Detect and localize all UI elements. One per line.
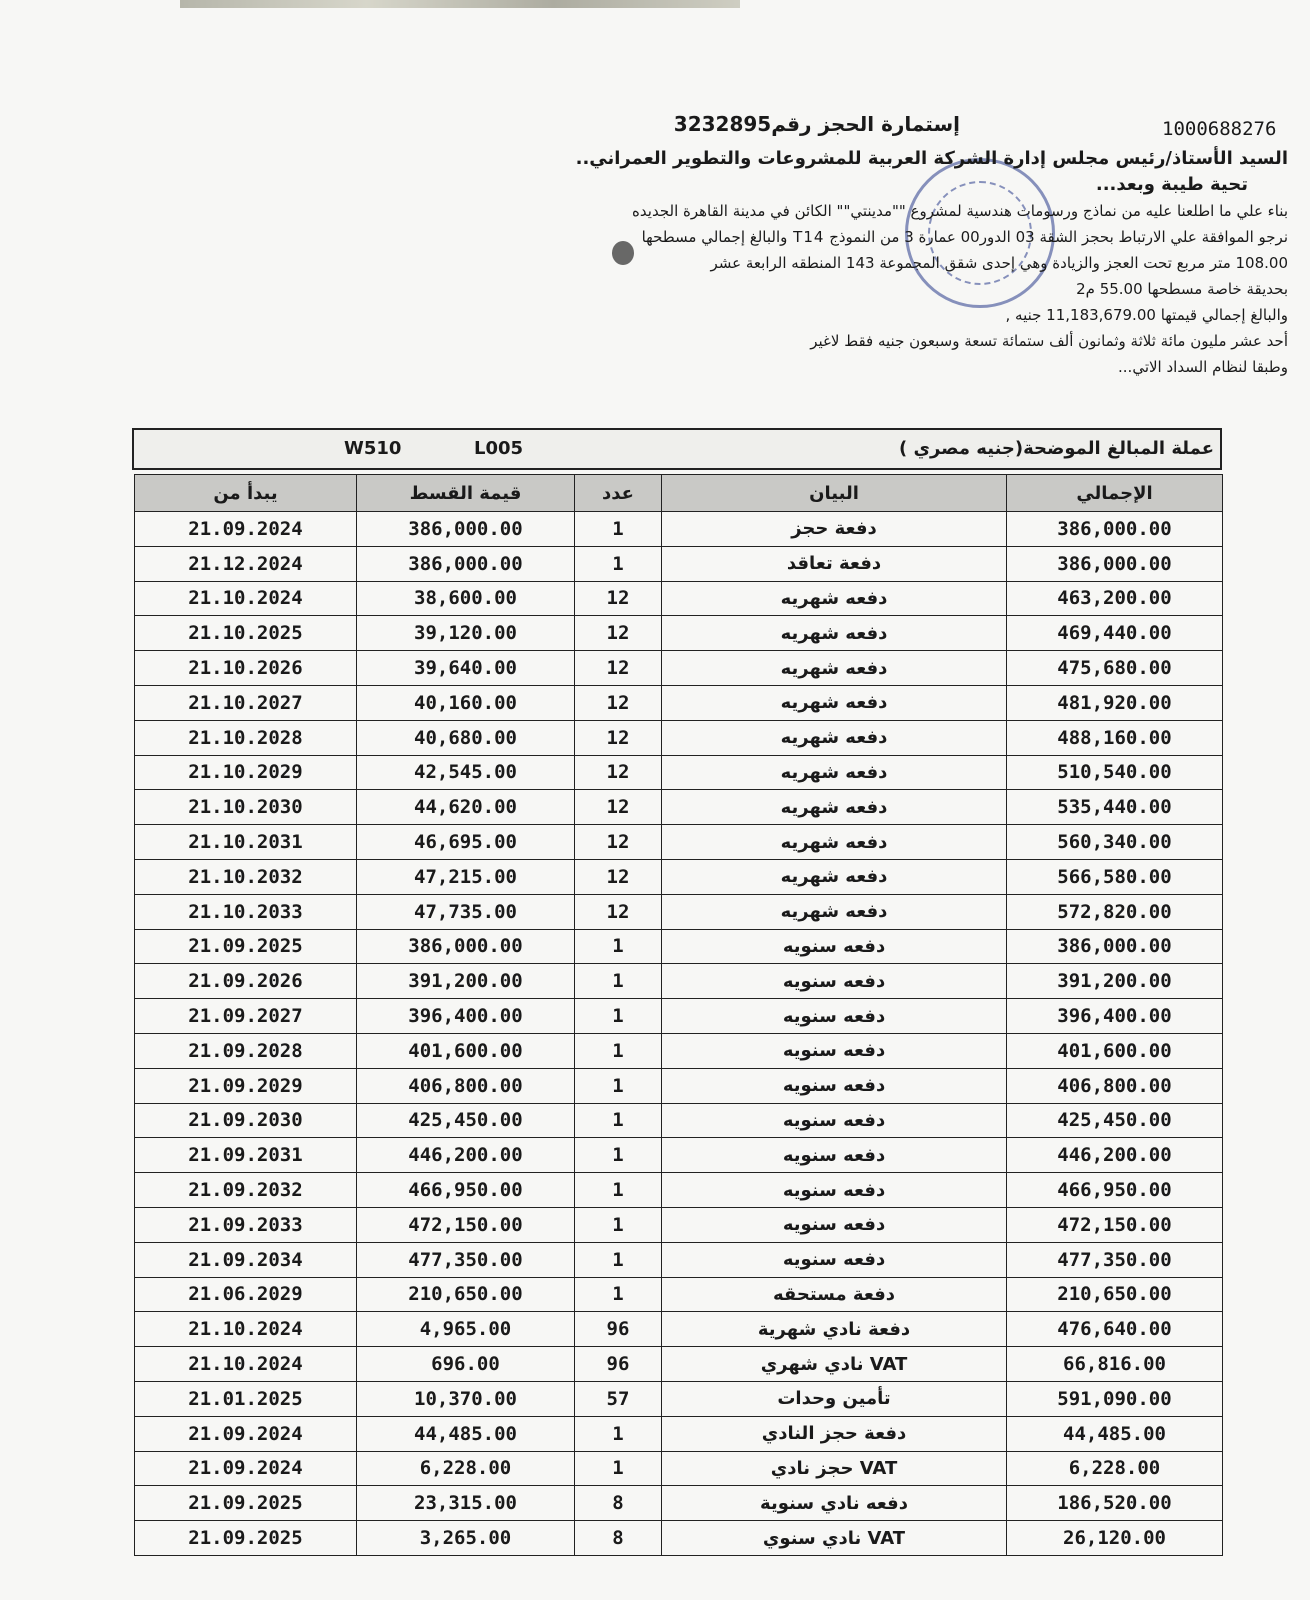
table-row (135, 651, 1223, 686)
cell-start: 21.09.2025 (135, 1521, 357, 1556)
cell-amount: 406,800.00 (357, 1068, 575, 1103)
header-start: يبدأ من (135, 475, 357, 512)
cell-description: دفعه سنويه (662, 929, 1007, 964)
cell-amount: 386,000.00 (357, 546, 575, 581)
cell-total: 386,000.00 (1007, 546, 1223, 581)
table-row (135, 1138, 1223, 1173)
cell-description: دفعة تعاقد (662, 546, 1007, 581)
table-row (135, 1486, 1223, 1521)
cell-description: تأمين وحدات (662, 1381, 1007, 1416)
cell-total: 591,090.00 (1007, 1381, 1223, 1416)
letter-line: 108.00 متر مربع تحت العجز والزيادة وهي إحدى شقق المجموعة 143 المنطقه الرابعة عشر (710, 254, 1288, 272)
cell-amount: 6,228.00 (357, 1451, 575, 1486)
cell-count: 8 (575, 1486, 662, 1521)
cell-description: دفعه شهريه (662, 581, 1007, 616)
cell-description: دفعه شهريه (662, 825, 1007, 860)
cell-description: دفعه شهريه (662, 720, 1007, 755)
cell-description: دفعه شهريه (662, 616, 1007, 651)
cell-amount: 42,545.00 (357, 755, 575, 790)
table-row (135, 1416, 1223, 1451)
reference-number: 1000688276 (1162, 118, 1277, 140)
cell-amount: 425,450.00 (357, 1103, 575, 1138)
cell-start: 21.10.2024 (135, 581, 357, 616)
table-row (135, 1451, 1223, 1486)
cell-start: 21.10.2025 (135, 616, 357, 651)
cell-start: 21.10.2026 (135, 651, 357, 686)
cell-description: دفعة نادي شهرية (662, 1312, 1007, 1347)
cell-amount: 466,950.00 (357, 1173, 575, 1208)
table-row (135, 616, 1223, 651)
cell-count: 1 (575, 1242, 662, 1277)
cell-start: 21.10.2029 (135, 755, 357, 790)
cell-total: 472,150.00 (1007, 1207, 1223, 1242)
cell-amount: 477,350.00 (357, 1242, 575, 1277)
cell-amount: 446,200.00 (357, 1138, 575, 1173)
cell-description: دفعه شهريه (662, 894, 1007, 929)
cell-total: 386,000.00 (1007, 929, 1223, 964)
cell-count: 12 (575, 651, 662, 686)
letter-line: نرجو الموافقة علي الارتباط بحجز الشقة 03 الدور00 عمارة 3 من النموذج T14 والبالغ إجمالي مسطحها (641, 228, 1288, 246)
cell-amount: 40,680.00 (357, 720, 575, 755)
cell-start: 21.09.2033 (135, 1207, 357, 1242)
table-row (135, 825, 1223, 860)
cell-count: 8 (575, 1521, 662, 1556)
cell-description: VAT حجز نادي (662, 1451, 1007, 1486)
table-row (135, 1521, 1223, 1556)
cell-count: 96 (575, 1312, 662, 1347)
cell-count: 1 (575, 546, 662, 581)
cell-count: 12 (575, 720, 662, 755)
cell-description: دفعه سنويه (662, 1173, 1007, 1208)
cell-amount: 44,485.00 (357, 1416, 575, 1451)
table-row (135, 790, 1223, 825)
table-row (135, 1277, 1223, 1312)
cell-total: 26,120.00 (1007, 1521, 1223, 1556)
cell-amount: 10,370.00 (357, 1381, 575, 1416)
cell-start: 21.09.2034 (135, 1242, 357, 1277)
cell-total: 463,200.00 (1007, 581, 1223, 616)
cell-start: 21.10.2028 (135, 720, 357, 755)
table-row (135, 929, 1223, 964)
cell-start: 21.06.2029 (135, 1277, 357, 1312)
cell-start: 21.10.2033 (135, 894, 357, 929)
cell-start: 21.09.2031 (135, 1138, 357, 1173)
cell-start: 21.10.2024 (135, 1347, 357, 1382)
cell-description: دفعه سنويه (662, 1103, 1007, 1138)
cell-total: 446,200.00 (1007, 1138, 1223, 1173)
cell-description: VAT نادي سنوي (662, 1521, 1007, 1556)
cell-count: 12 (575, 616, 662, 651)
cell-description: دفعه سنويه (662, 1207, 1007, 1242)
cell-start: 21.01.2025 (135, 1381, 357, 1416)
table-row (135, 546, 1223, 581)
cell-description: دفعة حجز (662, 512, 1007, 547)
cell-total: 401,600.00 (1007, 1033, 1223, 1068)
cell-start: 21.09.2024 (135, 512, 357, 547)
header-description: البيان (662, 475, 1007, 512)
cell-count: 96 (575, 1347, 662, 1382)
cell-amount: 47,735.00 (357, 894, 575, 929)
header-total: الإجمالي (1007, 475, 1223, 512)
cell-count: 1 (575, 1033, 662, 1068)
cell-start: 21.09.2024 (135, 1451, 357, 1486)
cell-count: 1 (575, 1138, 662, 1173)
code-w510: W510 (344, 438, 402, 459)
cell-amount: 40,160.00 (357, 685, 575, 720)
header-amount: قيمة القسط (357, 475, 575, 512)
cell-total: 475,680.00 (1007, 651, 1223, 686)
cell-amount: 210,650.00 (357, 1277, 575, 1312)
form-title: إستمارة الحجز رقم3232895 (673, 112, 960, 136)
table-row (135, 581, 1223, 616)
cell-amount: 696.00 (357, 1347, 575, 1382)
cell-description: VAT نادي شهري (662, 1347, 1007, 1382)
table-row (135, 1033, 1223, 1068)
cell-total: 488,160.00 (1007, 720, 1223, 755)
cell-description: دفعه نادي سنوية (662, 1486, 1007, 1521)
cell-start: 21.10.2032 (135, 859, 357, 894)
cell-start: 21.09.2026 (135, 964, 357, 999)
code-l005: L005 (474, 438, 524, 459)
cell-description: دفعه شهريه (662, 685, 1007, 720)
cell-count: 1 (575, 964, 662, 999)
cell-start: 21.10.2027 (135, 685, 357, 720)
table-row (135, 1242, 1223, 1277)
cell-amount: 46,695.00 (357, 825, 575, 860)
cell-amount: 38,600.00 (357, 581, 575, 616)
cell-total: 510,540.00 (1007, 755, 1223, 790)
table-row (135, 1173, 1223, 1208)
cell-amount: 23,315.00 (357, 1486, 575, 1521)
table-row (135, 685, 1223, 720)
cell-start: 21.09.2030 (135, 1103, 357, 1138)
letter-line: بناء علي ما اطلعنا عليه من نماذج ورسومات هندسية لمشروع ""مدينتي"" الكائن في مدينة القاهرة الجديده (632, 202, 1288, 220)
cell-count: 12 (575, 859, 662, 894)
cell-count: 57 (575, 1381, 662, 1416)
table-row (135, 999, 1223, 1034)
cell-amount: 396,400.00 (357, 999, 575, 1034)
cell-count: 12 (575, 790, 662, 825)
letter-line: بحديقة خاصة مسطحها 55.00 م2 (1076, 280, 1288, 298)
table-row (135, 1068, 1223, 1103)
cell-count: 1 (575, 1416, 662, 1451)
cell-total: 391,200.00 (1007, 964, 1223, 999)
table-row (135, 720, 1223, 755)
cell-description: دفعه شهريه (662, 651, 1007, 686)
cell-total: 560,340.00 (1007, 825, 1223, 860)
cell-amount: 39,120.00 (357, 616, 575, 651)
cell-total: 44,485.00 (1007, 1416, 1223, 1451)
payment-schedule-table (134, 474, 1223, 1556)
cell-description: دفعه شهريه (662, 755, 1007, 790)
cell-total: 476,640.00 (1007, 1312, 1223, 1347)
cell-amount: 401,600.00 (357, 1033, 575, 1068)
cell-start: 21.10.2024 (135, 1312, 357, 1347)
cell-count: 1 (575, 1207, 662, 1242)
cell-start: 21.12.2024 (135, 546, 357, 581)
cell-total: 477,350.00 (1007, 1242, 1223, 1277)
cell-amount: 44,620.00 (357, 790, 575, 825)
cell-amount: 3,265.00 (357, 1521, 575, 1556)
cell-count: 1 (575, 1451, 662, 1486)
cell-description: دفعة حجز النادي (662, 1416, 1007, 1451)
cell-total: 386,000.00 (1007, 512, 1223, 547)
cell-description: دفعه سنويه (662, 1033, 1007, 1068)
cell-count: 1 (575, 1277, 662, 1312)
table-body (135, 512, 1223, 1556)
table-row (135, 755, 1223, 790)
cell-amount: 386,000.00 (357, 929, 575, 964)
cell-description: دفعه سنويه (662, 999, 1007, 1034)
cell-description: دفعه سنويه (662, 964, 1007, 999)
letter-addressee: السيد الأستاذ/رئيس مجلس إدارة الشركة العربية للمشروعات والتطوير العمراني.. (575, 148, 1288, 169)
cell-description: دفعه سنويه (662, 1138, 1007, 1173)
cell-start: 21.10.2031 (135, 825, 357, 860)
cell-count: 12 (575, 755, 662, 790)
currency-box (132, 428, 1222, 470)
scan-top-strip (180, 0, 740, 8)
cell-amount: 47,215.00 (357, 859, 575, 894)
cell-total: 566,580.00 (1007, 859, 1223, 894)
cell-amount: 39,640.00 (357, 651, 575, 686)
table-row (135, 1347, 1223, 1382)
cell-description: دفعه شهريه (662, 790, 1007, 825)
cell-total: 469,440.00 (1007, 616, 1223, 651)
cell-total: 481,920.00 (1007, 685, 1223, 720)
cell-amount: 472,150.00 (357, 1207, 575, 1242)
cell-count: 1 (575, 999, 662, 1034)
table-row (135, 1312, 1223, 1347)
cell-description: دفعه سنويه (662, 1242, 1007, 1277)
cell-count: 1 (575, 512, 662, 547)
table-header-row (135, 475, 1223, 512)
cell-start: 21.09.2032 (135, 1173, 357, 1208)
cell-amount: 4,965.00 (357, 1312, 575, 1347)
currency-label: عملة المبالغ الموضحة(جنيه مصري ) (898, 438, 1214, 459)
table-row (135, 512, 1223, 547)
cell-total: 572,820.00 (1007, 894, 1223, 929)
cell-count: 1 (575, 1103, 662, 1138)
cell-total: 6,228.00 (1007, 1451, 1223, 1486)
header-count: عدد (575, 475, 662, 512)
table-row (135, 1381, 1223, 1416)
table-row (135, 859, 1223, 894)
cell-count: 12 (575, 581, 662, 616)
letter-greeting: تحية طيبة وبعد... (1095, 174, 1248, 195)
cell-count: 12 (575, 894, 662, 929)
cell-start: 21.10.2030 (135, 790, 357, 825)
cell-description: دفعه شهريه (662, 859, 1007, 894)
cell-total: 466,950.00 (1007, 1173, 1223, 1208)
table-row (135, 1103, 1223, 1138)
table-row (135, 894, 1223, 929)
cell-total: 425,450.00 (1007, 1103, 1223, 1138)
cell-total: 210,650.00 (1007, 1277, 1223, 1312)
cell-total: 396,400.00 (1007, 999, 1223, 1034)
cell-total: 66,816.00 (1007, 1347, 1223, 1382)
cell-start: 21.09.2025 (135, 1486, 357, 1521)
cell-count: 1 (575, 1068, 662, 1103)
cell-amount: 391,200.00 (357, 964, 575, 999)
cell-amount: 386,000.00 (357, 512, 575, 547)
cell-count: 1 (575, 929, 662, 964)
cell-start: 21.09.2029 (135, 1068, 357, 1103)
letter-line: والبالغ إجمالي قيمتها 11,183,679.00 جنيه , (1005, 306, 1288, 324)
cell-count: 12 (575, 825, 662, 860)
cell-total: 535,440.00 (1007, 790, 1223, 825)
cell-start: 21.09.2024 (135, 1416, 357, 1451)
table-row (135, 1207, 1223, 1242)
table-row (135, 964, 1223, 999)
cell-start: 21.09.2027 (135, 999, 357, 1034)
letter-body (108, 146, 1288, 380)
cell-count: 1 (575, 1173, 662, 1208)
cell-count: 12 (575, 685, 662, 720)
cell-start: 21.09.2028 (135, 1033, 357, 1068)
cell-total: 186,520.00 (1007, 1486, 1223, 1521)
letter-line: أحد عشر مليون مائة ثلاثة وثمانون ألف ستمائة تسعة وسبعون جنيه فقط لاغير (810, 332, 1288, 350)
cell-start: 21.09.2025 (135, 929, 357, 964)
cell-description: دفعه سنويه (662, 1068, 1007, 1103)
letter-line: وطبقا لنظام السداد الاتي... (1118, 358, 1288, 376)
cell-description: دفعة مستحقه (662, 1277, 1007, 1312)
cell-total: 406,800.00 (1007, 1068, 1223, 1103)
